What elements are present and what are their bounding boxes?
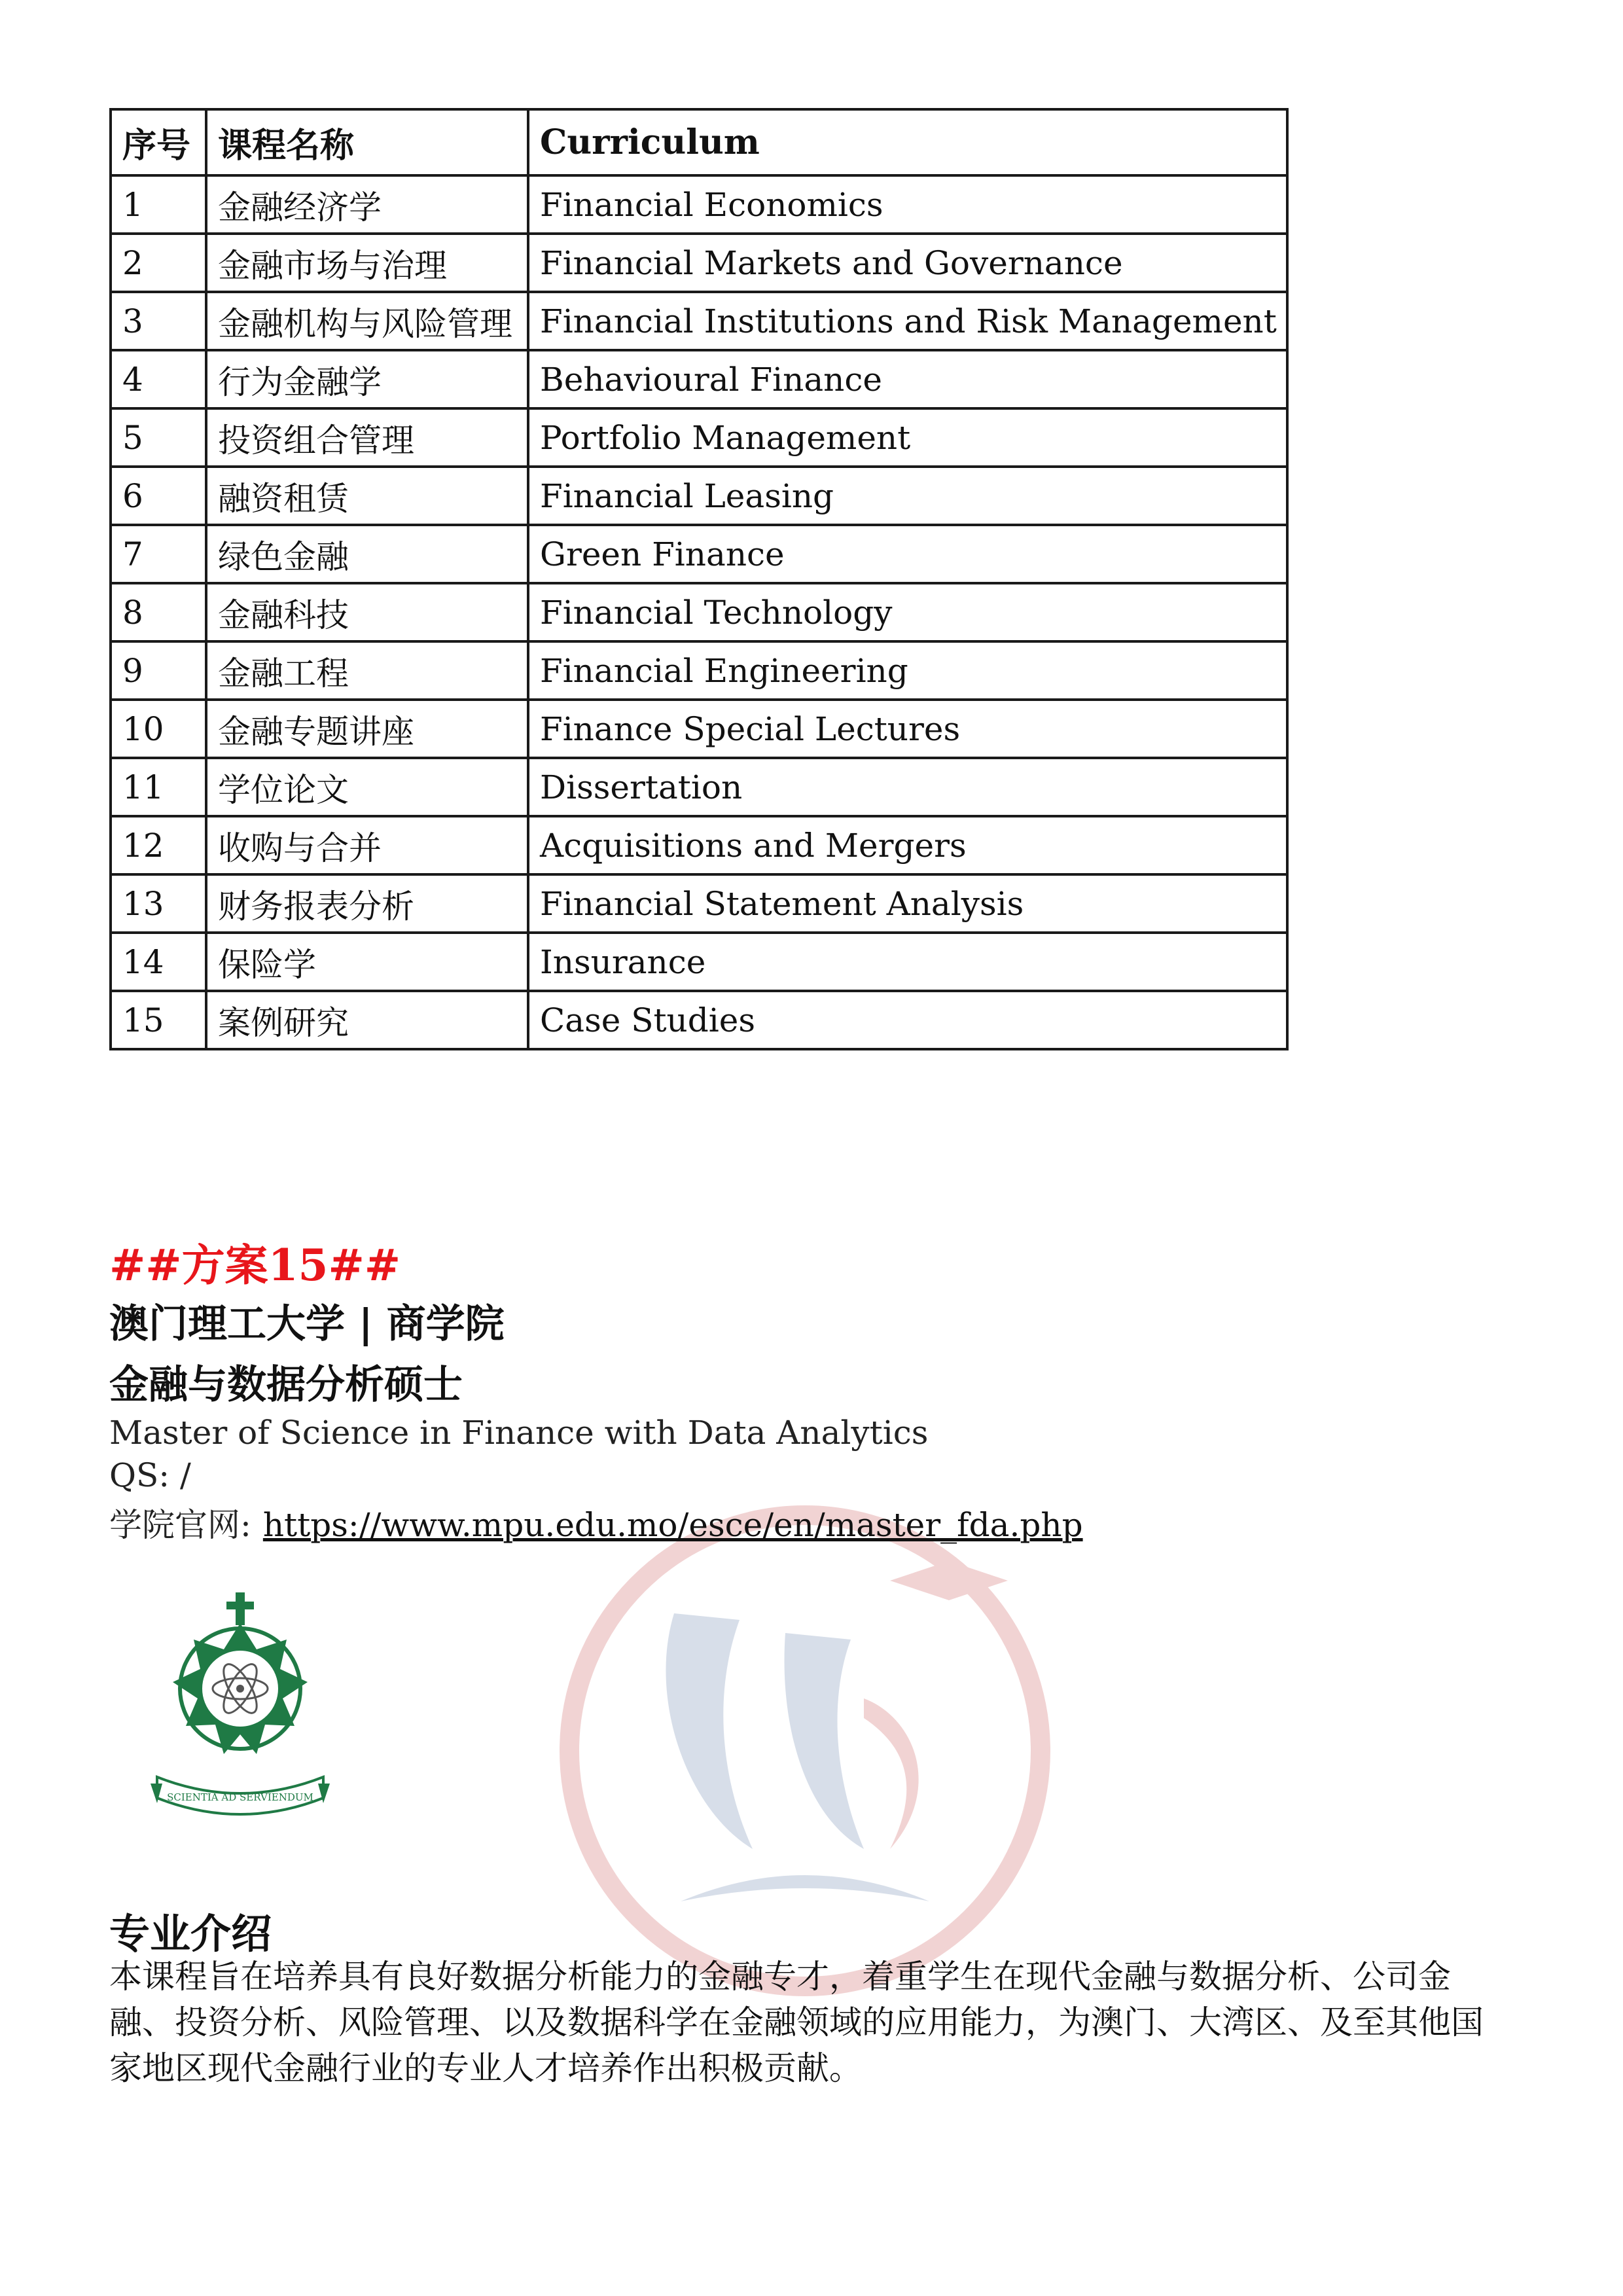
cell-cn: 投资组合管理	[206, 408, 528, 467]
cell-no: 7	[111, 525, 206, 583]
table-header-row	[111, 109, 1287, 175]
cell-cn: 金融专题讲座	[206, 700, 528, 758]
program-title: 金融与数据分析硕士	[109, 1362, 463, 1408]
table-row	[111, 933, 1287, 991]
cell-en: Behavioural Finance	[528, 350, 1287, 408]
qs-ranking: QS: /	[109, 1456, 191, 1494]
cell-en: Financial Technology	[528, 583, 1287, 641]
table-row	[111, 991, 1287, 1049]
table-row	[111, 816, 1287, 874]
cell-en: Financial Economics	[528, 175, 1287, 234]
website-link[interactable]: https://www.mpu.edu.mo/esce/en/master_fda.php	[262, 1506, 1083, 1544]
cell-en: Financial Statement Analysis	[528, 874, 1287, 933]
table-row	[111, 350, 1287, 408]
watermark-logo-icon	[524, 1482, 1086, 2019]
cell-en: Financial Engineering	[528, 641, 1287, 700]
cell-en: Dissertation	[528, 758, 1287, 816]
table-row	[111, 408, 1287, 467]
cell-cn: 金融科技	[206, 583, 528, 641]
cell-en: Financial Institutions and Risk Management	[528, 292, 1287, 350]
cell-en: Insurance	[528, 933, 1287, 991]
cell-cn: 金融工程	[206, 641, 528, 700]
header-course-name: 课程名称	[206, 109, 528, 175]
cell-no: 11	[111, 758, 206, 816]
cell-en: Portfolio Management	[528, 408, 1287, 467]
cell-cn: 财务报表分析	[206, 874, 528, 933]
cell-no: 5	[111, 408, 206, 467]
cell-cn: 保险学	[206, 933, 528, 991]
cell-en: Finance Special Lectures	[528, 700, 1287, 758]
cell-en: Green Finance	[528, 525, 1287, 583]
program-title-en: Master of Science in Finance with Data Analytics	[109, 1414, 929, 1452]
school-name: 澳门理工大学 | 商学院	[109, 1301, 505, 1347]
cell-no: 12	[111, 816, 206, 874]
table-row	[111, 467, 1287, 525]
cell-en: Financial Markets and Governance	[528, 234, 1287, 292]
cell-cn: 学位论文	[206, 758, 528, 816]
cell-no: 8	[111, 583, 206, 641]
cell-cn: 行为金融学	[206, 350, 528, 408]
cell-cn: 金融机构与风险管理	[206, 292, 528, 350]
cell-no: 1	[111, 175, 206, 234]
university-crest-icon	[105, 1587, 380, 1836]
cell-en: Case Studies	[528, 991, 1287, 1049]
table-row	[111, 583, 1287, 641]
header-no: 序号	[111, 109, 206, 175]
table-row	[111, 525, 1287, 583]
cell-no: 9	[111, 641, 206, 700]
table-row	[111, 700, 1287, 758]
table-row	[111, 641, 1287, 700]
cell-no: 2	[111, 234, 206, 292]
cell-cn: 融资租赁	[206, 467, 528, 525]
curriculum-table	[109, 108, 1289, 1050]
cell-no: 6	[111, 467, 206, 525]
cell-no: 14	[111, 933, 206, 991]
header-curriculum: Curriculum	[528, 109, 1287, 175]
cell-en: Acquisitions and Mergers	[528, 816, 1287, 874]
website-line	[109, 1499, 1083, 1546]
table-row	[111, 175, 1287, 234]
intro-body: 本课程旨在培养具有良好数据分析能力的金融专才，着重学生在现代金融与数据分析、公司金融、投资分析、风险管理、以及数据科学在金融领域的应用能力，为澳门、大湾区、及至其他国家地区现代金融行业的专业人才培养作出积极贡献。	[109, 1958, 1484, 2087]
cell-no: 13	[111, 874, 206, 933]
cell-cn: 绿色金融	[206, 525, 528, 583]
table-row	[111, 874, 1287, 933]
crest-motto: SCIENTIA AD SERVIENDUM	[167, 1791, 313, 1803]
cell-cn: 金融市场与治理	[206, 234, 528, 292]
cell-cn: 案例研究	[206, 991, 528, 1049]
cell-no: 15	[111, 991, 206, 1049]
intro-title: 专业介绍	[109, 1910, 272, 1958]
plan-tag: ##方案15##	[109, 1240, 401, 1291]
cell-en: Financial Leasing	[528, 467, 1287, 525]
cell-no: 4	[111, 350, 206, 408]
table-row	[111, 292, 1287, 350]
cell-cn: 金融经济学	[206, 175, 528, 234]
cell-no: 3	[111, 292, 206, 350]
table-row	[111, 234, 1287, 292]
cell-cn: 收购与合并	[206, 816, 528, 874]
website-label: 学院官网:	[109, 1506, 251, 1544]
cell-no: 10	[111, 700, 206, 758]
table-row	[111, 758, 1287, 816]
